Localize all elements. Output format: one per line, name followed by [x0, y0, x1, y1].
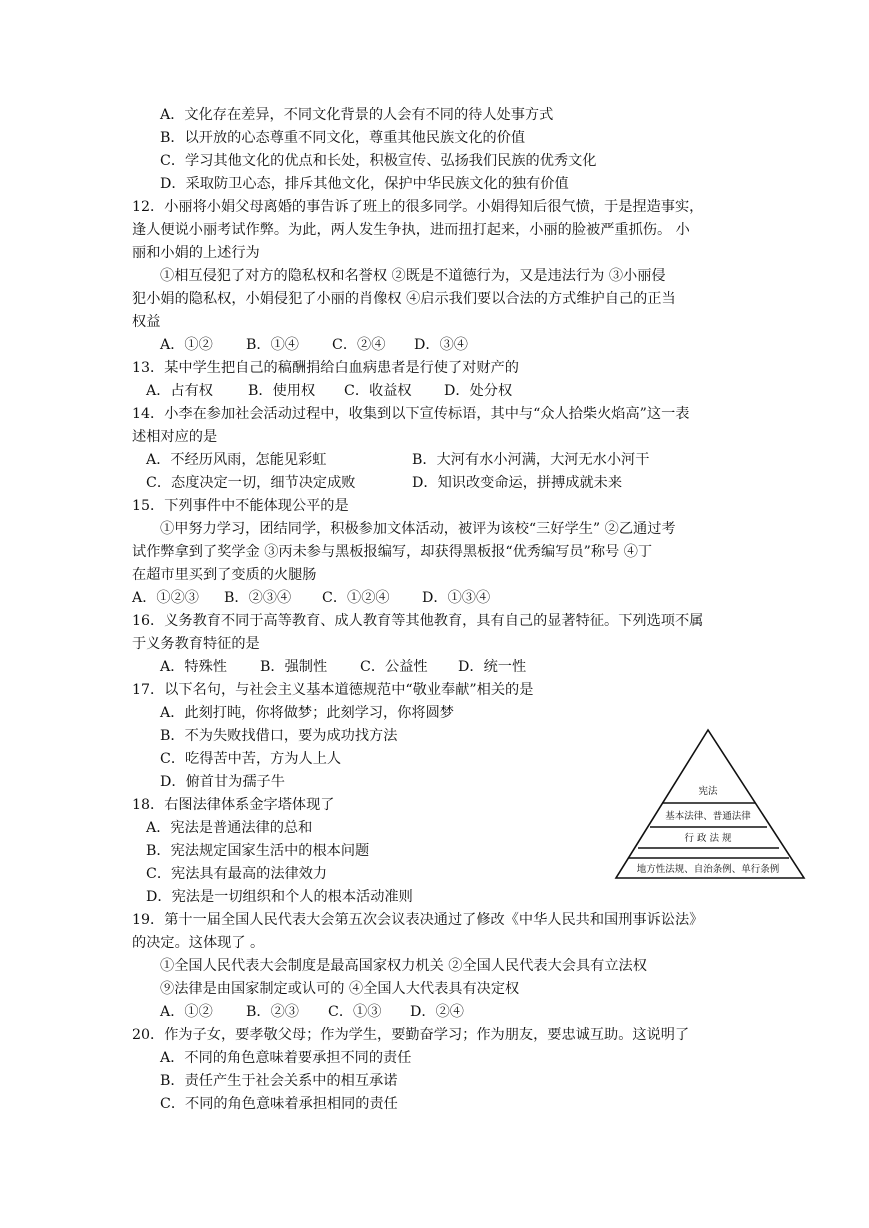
q16-options: [160, 656, 580, 678]
q12-stem-line3: 丽和小娟的上述行为: [132, 245, 260, 261]
q18-option-b: B．宪法规定国家生活中的根本问题: [146, 843, 370, 859]
q12-option-d: D．③④: [414, 337, 468, 353]
q18-option-d: D．宪法是一切组织和个人的根本活动准则: [146, 889, 413, 905]
q11-option-c: C．学习其他文化的优点和长处，积极宣传、弘扬我们民族的优秀文化: [160, 153, 597, 169]
q19-stem-line1: 19．第十一届全国人民代表大会第五次会议表决通过了修改《中华人民共和国刑事诉讼法》: [132, 912, 704, 928]
q19-statements-line1: ①全国人民代表大会制度是最高国家权力机关 ②全国人民代表大会具有立法权: [160, 958, 647, 974]
q12-stem-line1: 12．小丽将小娟父母离婚的事告诉了班上的很多同学。小娟得知后很气愤，于是捏造事实，: [132, 199, 704, 215]
q11-option-d: D．采取防卫心态，排斥其他文化，保护中华民族文化的独有价值: [160, 176, 569, 192]
q15-options: [132, 587, 552, 609]
q14-option-b: B．大河有水小河满，大河无水小河干: [412, 452, 650, 468]
q15-statements-line2: 试作弊拿到了奖学金 ③丙未参与黑板报编写，却获得黑板报“优秀编写员”称号 ④丁: [132, 544, 653, 560]
q11-option-a: A．文化存在差异，不同文化背景的人会有不同的待人处事方式: [160, 107, 554, 123]
q19-option-a: A．①②: [160, 1004, 213, 1020]
q12-option-a: A．①②: [160, 337, 213, 353]
q13-stem: 13．某中学生把自己的稿酬捐给白血病患者是行使了对财产的: [132, 360, 519, 376]
q15-option-b: B．②③④: [224, 590, 292, 606]
q20-option-c: C．不同的角色意味着承担相同的责任: [160, 1096, 398, 1112]
q20-option-a: A．不同的角色意味着要承担不同的责任: [160, 1050, 412, 1066]
q14-stem-line2: 述相对应的是: [132, 429, 218, 445]
q13-options: [146, 380, 566, 402]
q19-stem-line2: 的决定。这体现了 。: [132, 935, 265, 951]
q17-option-a: A．此刻打盹，你将做梦；此刻学习，你将圆梦: [160, 705, 454, 721]
q15-option-d: D．①③④: [422, 590, 491, 606]
q12-stem-line2: 逢人便说小丽考试作弊。为此，两人发生争执，进而扭打起来，小丽的脸被严重抓伤。 小: [132, 222, 690, 238]
q18-stem: 18．右图法律体系金字塔体现了: [132, 797, 335, 813]
pyramid-tier-constitution: 宪法: [698, 786, 718, 797]
q11-option-b: B．以开放的心态尊重不同文化，尊重其他民族文化的价值: [160, 130, 526, 146]
q12-statements-line2: 犯小娟的隐私权，小娟侵犯了小丽的肖像权 ④启示我们要以合法的方式维护自己的正当: [132, 291, 676, 307]
q12-option-c: C．②④: [332, 337, 386, 353]
q12-options: [160, 334, 560, 356]
q13-option-d: D．处分权: [444, 383, 513, 399]
legal-system-pyramid-figure: [612, 724, 808, 888]
q14-options-row1: [146, 449, 706, 471]
q17-option-d: D．俯首甘为孺子牛: [160, 774, 285, 790]
q14-options-row2: [146, 472, 706, 494]
q20-option-b: B．责任产生于社会关系中的相互承诺: [160, 1073, 398, 1089]
q16-option-d: D．统一性: [458, 659, 527, 675]
q14-stem-line1: 14．小李在参加社会活动过程中，收集到以下宣传标语，其中与“众人拾柴火焰高”这一表: [132, 406, 690, 422]
q16-option-b: B．强制性: [260, 659, 328, 675]
q15-stem: 15．下列事件中不能体现公平的是: [132, 498, 349, 514]
q12-option-b: B．①④: [246, 337, 299, 353]
pyramid-outline: [616, 730, 804, 878]
q14-option-a: A．不经历风雨，怎能见彩虹: [146, 452, 327, 468]
q14-option-c: C．态度决定一切，细节决定成败: [146, 475, 356, 491]
q19-option-b: B．②③: [246, 1004, 299, 1020]
q16-stem-line2: 于义务教育特征的是: [132, 636, 260, 652]
q18-option-a: A．宪法是普通法律的总和: [146, 820, 313, 836]
q13-option-c: C．收益权: [344, 383, 412, 399]
pyramid-tier-administrative-regulations: 行 政 法 规: [684, 833, 732, 844]
q15-option-a: A．①②③: [132, 590, 199, 606]
q20-stem: 20．作为子女，要孝敬父母；作为学生，要勤奋学习；作为朋友，要忠诚互助。这说明了: [132, 1027, 690, 1043]
q14-option-d: D．知识改变命运，拼搏成就未来: [412, 475, 623, 491]
q16-stem-line1: 16．义务教育不同于高等教育、成人教育等其他教育，具有自己的显著特征。下列选项不属: [132, 613, 704, 629]
q15-option-c: C．①②④: [322, 590, 390, 606]
pyramid-tier-basic-laws: 基本法律、普通法律: [665, 811, 751, 822]
q19-options: [160, 1001, 560, 1023]
q18-option-c: C．宪法具有最高的法律效力: [146, 866, 328, 882]
q13-option-a: A．占有权: [146, 383, 213, 399]
q15-statements-line1: ①甲努力学习，团结同学，积极参加文体活动，被评为该校“三好学生” ②乙通过考: [160, 521, 676, 537]
q19-statements-line2: ⑨法律是由国家制定或认可的 ④全国人大代表具有决定权: [160, 981, 520, 997]
q15-statements-line3: 在超市里买到了变质的火腿肠: [132, 567, 317, 583]
q16-option-c: C．公益性: [360, 659, 428, 675]
q16-option-a: A．特殊性: [160, 659, 227, 675]
q17-stem: 17．以下名句，与社会主义基本道德规范中“敬业奉献”相关的是: [132, 682, 534, 698]
pyramid-tier-local-regulations: 地方性法规、自治条例、单行条例: [636, 864, 780, 875]
q19-option-d: D．②④: [410, 1004, 464, 1020]
q17-option-c: C．吃得苦中苦，方为人上人: [160, 751, 342, 767]
q12-statements-line1: ①相互侵犯了对方的隐私权和名誉权 ②既是不道德行为，又是违法行为 ③小丽侵: [160, 268, 666, 284]
q19-option-c: C．①③: [328, 1004, 382, 1020]
q12-statements-line3: 权益: [132, 314, 161, 330]
q17-option-b: B．不为失败找借口，要为成功找方法: [160, 728, 398, 744]
q13-option-b: B．使用权: [248, 383, 316, 399]
